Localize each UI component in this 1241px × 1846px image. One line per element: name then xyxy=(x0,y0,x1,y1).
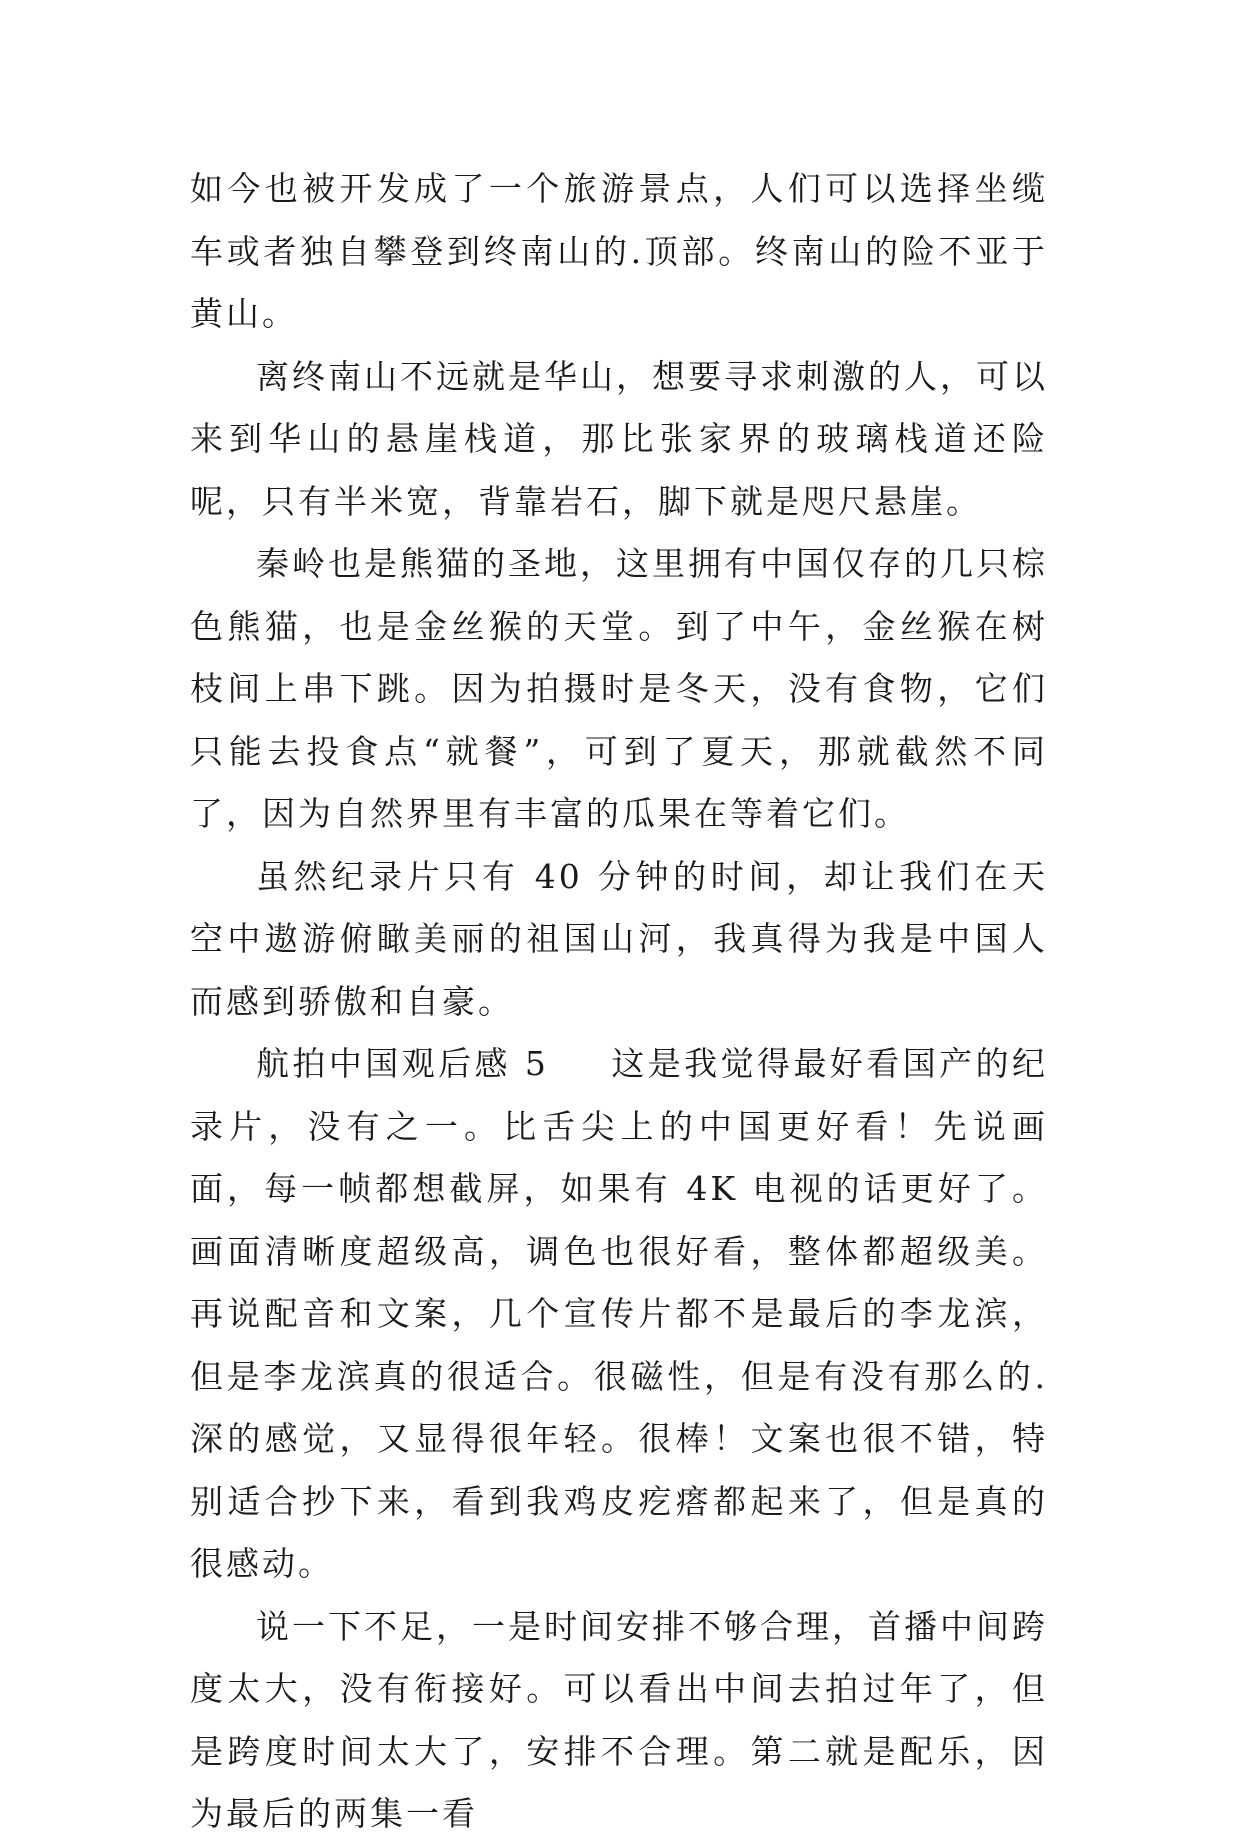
paragraph-2: 离终南山不远就是华山，想要寻求刺激的人，可以来到华山的悬崖栈道，那比张家界的玻璃栈道还险呢，只有半米宽，背靠岩石，脚下就是咫尺悬崖。 xyxy=(190,356,1048,521)
paragraph-5 xyxy=(190,1033,1048,1596)
paragraph-4: 虽然纪录片只有 40 分钟的时间，却让我们在天空中遨游俯瞰美丽的祖国山河，我真得为我是中国人而感到骄傲和自豪。 xyxy=(190,856,1048,1021)
paragraph-5-text: 这是我觉得最好看国产的纪录片，没有之一。比舌尖上的中国更好看！先说画面，每一帧都想截屏，如果有 4K 电视的话更好了。画面清晰度超级高，调色也很好看，整体都超级美。再说配音和文案，几个宣传片都不是最后的李龙滨，但是李龙滨真的很适合。很磁性，但是有没有那么的.深的感觉，又显得很年轻。很棒！文案也很不错，特别适合抄下来，看到我鸡皮疙瘩都起来了，但是真的很感动。 xyxy=(190,1044,1048,1583)
section-heading: 航拍中国观后感 5 xyxy=(256,1044,549,1083)
paragraph-1: 如今也被开发成了一个旅游景点，人们可以选择坐缆车或者独自攀登到终南山的.顶部。终南山的险不亚于黄山。 xyxy=(190,169,1048,333)
paragraph-6: 说一下不足，一是时间安排不够合理，首播中间跨度太大，没有衔接好。可以看出中间去拍过年了，但是跨度时间太大了，安排不合理。第二就是配乐，因为最后的两集一看 xyxy=(190,1606,1048,1833)
paragraph-3: 秦岭也是熊猫的圣地，这里拥有中国仅存的几只棕色熊猫，也是金丝猴的天堂。到了中午，金丝猴在树枝间上串下跳。因为拍摄时是冬天，没有食物，它们只能去投食点“就餐”，可到了夏天，那就截然不同了，因为自然界里有丰富的瓜果在等着它们。 xyxy=(190,544,1048,833)
document-body xyxy=(190,158,1048,1846)
